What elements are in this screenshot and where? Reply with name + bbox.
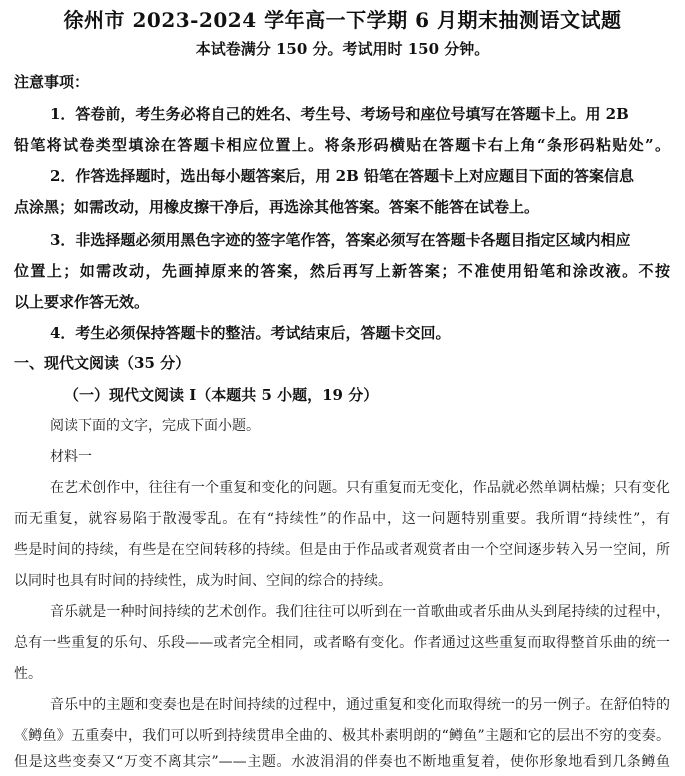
reading-instruction: 阅读下面的文字，完成下面小题。 bbox=[50, 418, 260, 434]
notice-heading: 注意事项： bbox=[14, 73, 90, 91]
section-subheading: （一）现代文阅读 I（本题共 5 小题，19 分） bbox=[64, 386, 379, 404]
exam-subtitle: 本试卷满分 150 分。考试用时 150 分钟。 bbox=[195, 40, 490, 58]
notice-line: 3．非选择题必须用黑色字迹的签字笔作答，答案必须写在答题卡各题目指定区域内相应 bbox=[50, 231, 631, 249]
notice-line: 1．答卷前，考生务必将自己的姓名、考生号、考场号和座位号填写在答题卡上。用 2B bbox=[50, 105, 629, 123]
exam-title: 徐州市 2023-2024 学年高一下学期 6 月期末抽测语文试题 bbox=[63, 8, 622, 32]
notice-line: 4．考生必须保持答题卡的整洁。考试结束后，答题卡交回。 bbox=[50, 324, 451, 342]
notice-line: 位置上；如需改动，先画掉原来的答案，然后再写上新答案；不准使用铅笔和涂改液。不按 bbox=[14, 262, 670, 280]
paragraph-line: 些是时间的持续，有些是在空间转移的持续。但是由于作品或者观赏者由一个空间逐步转入另一空间，所 bbox=[14, 542, 670, 558]
paragraph-line: 总有一些重复的乐句、乐段——或者完全相同，或者略有变化。作者通过这些重复而取得整首乐曲的统一 bbox=[14, 635, 670, 651]
paragraph-line: 以同时也具有时间的持续性，成为时间、空间的综合的持续。 bbox=[14, 573, 392, 589]
notice-line: 铅笔将试卷类型填涂在答题卡相应位置上。将条形码横贴在答题卡右上角“条形码粘贴处”。 bbox=[14, 136, 670, 154]
notice-line: 以上要求作答无效。 bbox=[14, 293, 150, 311]
notice-line: 2．作答选择题时，选出每小题答案后，用 2B 铅笔在答题卡上对应题目下面的答案信息 bbox=[50, 167, 635, 185]
paragraph-line: 而无重复，就容易陷于散漫零乱。在有“持续性”的作品中，这一问题特别重要。我所谓“持续性”，有 bbox=[14, 511, 670, 527]
notice-line: 点涂黑；如需改动，用橡皮擦干净后，再选涂其他答案。答案不能答在试卷上。 bbox=[14, 198, 540, 216]
paragraph-line: 但是这些变奏又“万变不离其宗”——主题。水波涓涓的伴奏也不断地重复着，使你形象地看到几条鳟鱼 bbox=[14, 754, 670, 770]
paragraph-line: 《鳟鱼》五重奏中，我们可以听到持续贯串全曲的、极其朴素明朗的“鳟鱼”主题和它的层出不穷的变奏。 bbox=[14, 728, 670, 744]
paragraph-line: 音乐就是一种时间持续的艺术创作。我们往往可以听到在一首歌曲或者乐曲从头到尾持续的过程中， bbox=[50, 604, 670, 620]
material-label: 材料一 bbox=[50, 449, 92, 465]
section-heading: 一、现代文阅读（35 分） bbox=[14, 354, 191, 372]
paragraph-line: 音乐中的主题和变奏也是在时间持续的过程中，通过重复和变化而取得统一的另一例子。在舒伯特的 bbox=[50, 697, 670, 713]
paragraph-line: 性。 bbox=[14, 666, 42, 682]
paragraph-line: 在艺术创作中，往往有一个重复和变化的问题。只有重复而无变化，作品就必然单调枯燥；只有变化 bbox=[50, 480, 670, 496]
